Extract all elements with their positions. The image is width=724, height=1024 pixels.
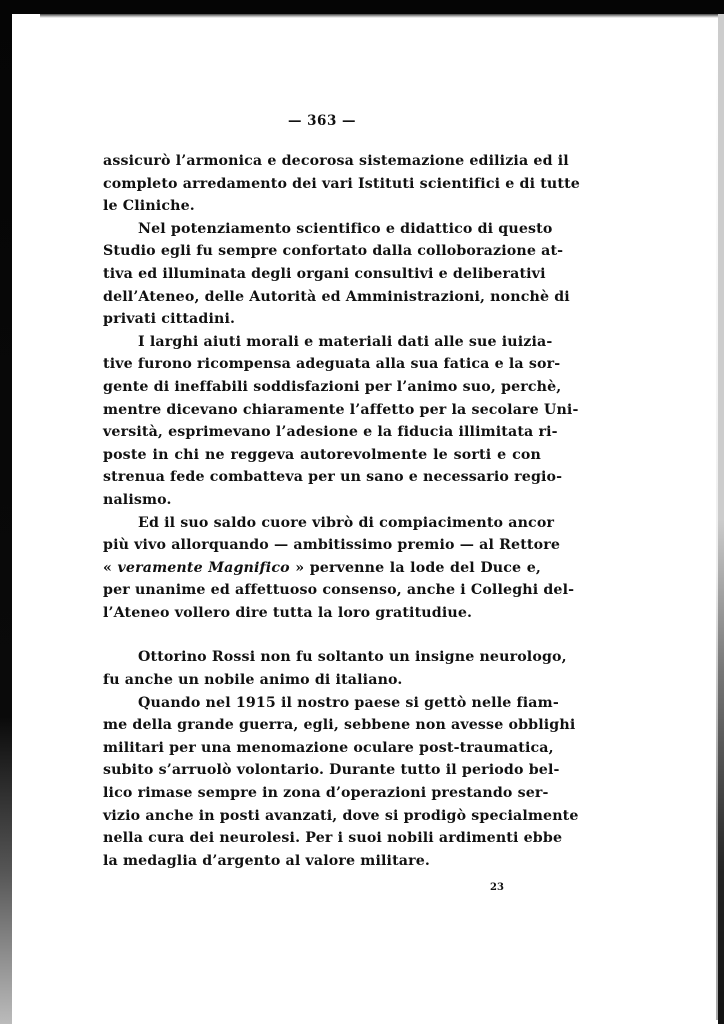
text-line: strenua fede combatteva per un sano e necessario regio- [103,469,563,486]
page-number: — 363 — [287,113,357,129]
paragraph-3 [103,331,579,512]
text-line: Ed il suo saldo cuore vibrò di compiacimento ancor [138,514,555,531]
text-line: mentre dicevano chiaramente l’affetto per la secolare Uni- [103,401,579,418]
text-line: Nel potenziamento scientifico e didattico di questo [138,220,553,237]
scan-page-edge-right [716,20,718,1020]
text-line: poste in chi ne reggeva autorevolmente le sorti e con [103,446,541,463]
scan-border-left [0,0,12,1024]
text-line: l’Ateneo vollero dire tutta la loro gratitudiue. [103,604,473,621]
section-break [103,624,541,646]
paragraph-4 [103,512,575,625]
text-line: la medaglia d’argento al valore militare. [103,852,431,869]
text-line: lico rimase sempre in zona d’operazioni prestando ser- [103,785,549,802]
text-line: tive furono ricompensa adeguata alla sua fatica e la sor- [103,356,561,373]
text-line: per unanime ed affettuoso consenso, anche i Colleghi del- [103,582,575,599]
scan-border-right [718,14,724,1024]
text-line: nalismo. [103,491,172,508]
text-line-with-italic [103,557,541,580]
italic-phrase: veramente Magnifico [117,559,290,576]
text-line: I larghi aiuti morali e materiali dati alle sue iuizia- [138,333,553,350]
page-body [103,110,580,872]
text-line: gente di ineffabili soddisfazioni per l’animo suo, perchè, [103,378,562,395]
line-rest: » pervenne la lode del Duce e, [289,559,541,576]
paragraph-1 [103,150,580,218]
text-line: subito s’arruolò volontario. Durante tutto il periodo bel- [103,762,560,779]
text-line: militari per una menomazione oculare post-traumatica, [103,739,554,756]
text-line: più vivo allorquando — ambitissimo premio — al Rettore [103,537,561,554]
text-line: me della grande guerra, egli, sebbene non avesse obblighi [103,717,576,734]
paragraph-2 [103,218,570,331]
text-line: assicurò l’armonica e decorosa sistemazione edilizia ed il [103,153,569,169]
text-line: Ottorino Rossi non fu soltanto un insigne neurologo, [138,649,567,666]
text-line: privati cittadini. [103,311,236,328]
text-line: completo arredamento dei vari Istituti scientifici e di tutte [103,175,580,192]
text-line: le Cliniche. [103,198,195,215]
paragraph-5 [103,646,567,691]
scan-shadow-top [40,14,720,18]
text-line: Quando nel 1915 il nostro paese si gettò nelle fiam- [138,694,559,711]
text-line: tiva ed illuminata degli organi consultivi e deliberativi [103,265,546,282]
text-line: fu anche un nobile animo di italiano. [103,672,403,689]
paragraph-6 [103,692,579,873]
text-line: versità, esprimevano l’adesione e la fiducia illimitata ri- [103,424,558,441]
text-line: dell’Ateneo, delle Autorità ed Amministrazioni, nonchè di [103,288,570,305]
text-line: Studio egli fu sempre confortato dalla colloborazione at- [103,243,564,260]
open-quote: « [103,559,118,576]
text-line: vizio anche in posti avanzati, dove si prodigò specialmente [103,807,579,824]
signature-mark: 23 [490,882,504,893]
scan-border-top [0,0,724,14]
text-line: nella cura dei neurolesi. Per i suoi nobili ardimenti ebbe [103,830,563,847]
